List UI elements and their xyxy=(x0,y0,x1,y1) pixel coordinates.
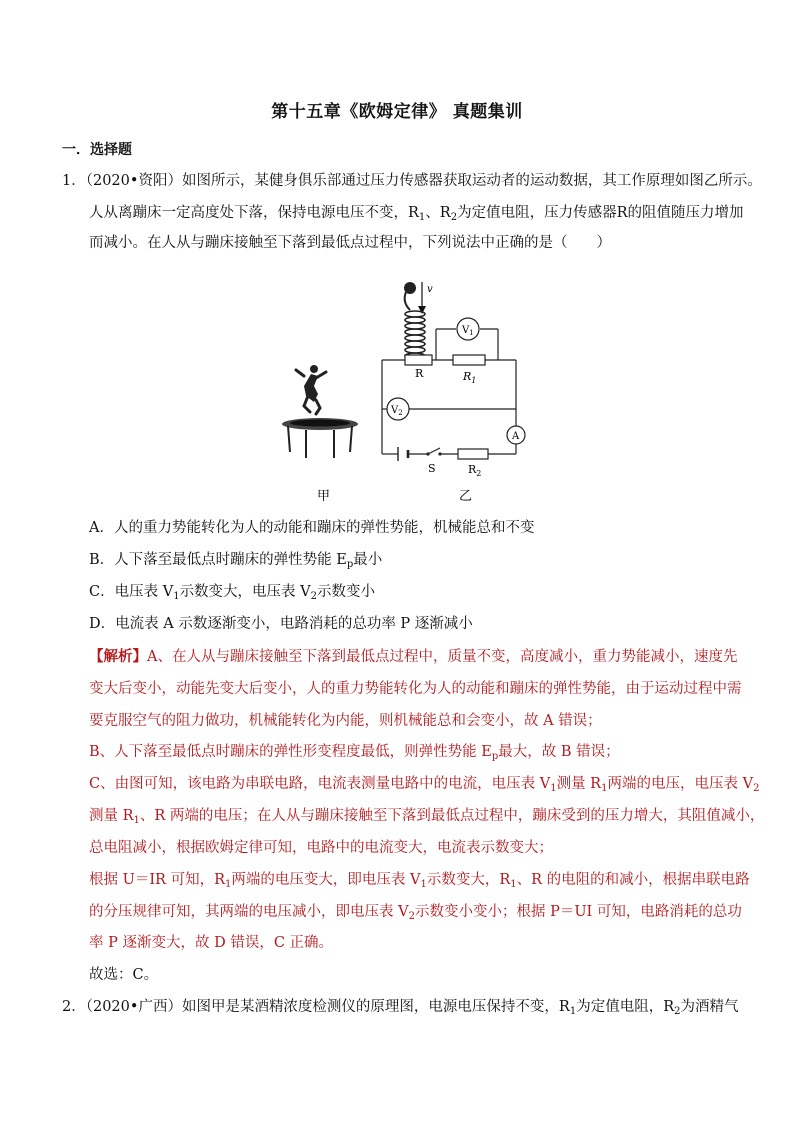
question-1-figure xyxy=(270,272,540,512)
analysis-line-5: C、由图可知，该电路为串联电路，电流表测量电路中的电流，电压表 $V_1$测量 $R_1$两端的电压，电压表 $V_2$ xyxy=(89,776,760,794)
answer-line: 故选：C。 xyxy=(89,967,159,983)
spring-icon xyxy=(405,311,425,359)
voltmeter-v1-label: $V_1$ xyxy=(462,325,474,337)
analysis-line-1: 【解析】A、在人从与蹦床接触至下落到最低点过程中，质量不变，高度减小，重力势能减小，速度先 xyxy=(89,648,738,665)
jumper-icon xyxy=(296,365,326,414)
analysis-line-8: 根据 U＝IR 可知，$R_1$两端的电压变大，即电压表 $V_1$示数变大，$R_1$、R 的电阻的和减小，根据串联电路 xyxy=(89,872,750,890)
resistor-r2-icon xyxy=(458,449,488,459)
option-b: B．人下落至最低点时蹦床的弹性势能 $E_p$最小 xyxy=(89,552,383,570)
analysis-line-7: 总电阻减小，根据欧姆定律可知，电路中的电流变大，电流表示数变大； xyxy=(89,840,553,856)
trampoline-icon xyxy=(282,418,358,458)
option-a: A．人的重力势能转化为人的动能和蹦床的弹性势能，机械能总和不变 xyxy=(89,520,535,536)
question-1-line-1: 1．（2020•资阳）如图所示，某健身俱乐部通过压力传感器获取运动者的运动数据，其工作原理如图乙所示。 xyxy=(62,173,762,189)
page-title: 第十五章《欧姆定律》 真题集训 xyxy=(271,102,523,122)
voltmeter-v2-label: $V_2$ xyxy=(391,405,403,417)
question-number: 1． xyxy=(62,173,86,189)
question-1-line-2: 人从离蹦床一定高度处下落，保持电源电压不变，$R_1$、$R_2$为定值电阻，压力传感器R的阻值随压力增加 xyxy=(89,205,744,223)
resistor-r2-label: $R_2$ xyxy=(468,463,482,478)
section-heading: 一．选择题 xyxy=(62,142,132,158)
question-1-line-3: 而减小。在人从与蹦床接触至下落到最低点过程中，下列说法中正确的是（ ） xyxy=(89,235,611,251)
resistor-r-icon xyxy=(405,355,432,365)
analysis-line-6: 测量 $R_1$、R 两端的电压；在人从与蹦床接触至下落到最低点过程中，蹦床受到的压力增大，其阻值减小， xyxy=(89,808,765,826)
ammeter-label: A xyxy=(512,431,520,442)
resistor-r1-icon xyxy=(453,355,485,365)
resistor-r-label: R xyxy=(415,367,424,380)
figure-label-yi: 乙 xyxy=(459,489,473,504)
question-number: 2． xyxy=(62,999,86,1015)
velocity-label: v xyxy=(427,284,433,295)
analysis-line-4: B、人下落至最低点时蹦床的弹性形变程度最低，则弹性势能 $E_p$最大，故 B 错误； xyxy=(89,744,620,762)
figure-label-jia: 甲 xyxy=(317,489,331,504)
analysis-line-3: 要克服空气的阻力做功，机械能转化为内能，则机械能总和会变小，故 A 错误； xyxy=(89,713,602,729)
analysis-line-10: 率 P 逐渐变大，故 D 错误，C 正确。 xyxy=(89,935,334,951)
analysis-tag: 【解析】 xyxy=(89,648,147,665)
option-d: D．电流表 A 示数逐渐变小，电路消耗的总功率 P 逐渐减小 xyxy=(89,616,473,632)
switch-label: S xyxy=(428,462,436,475)
resistor-r1-label: $R_1$ xyxy=(463,370,477,385)
analysis-line-9: 的分压规律可知，其两端的电压减小，即电压表 $V_2$示数变小变小；根据 P＝UI 可知，电路消耗的总功 xyxy=(89,904,742,922)
option-c: C．电压表 $V_1$示数变大，电压表 $V_2$示数变小 xyxy=(89,584,376,602)
analysis-line-2: 变大后变小，动能先变大后变小，人的重力势能转化为人的动能和蹦床的弹性势能，由于运动过程中需 xyxy=(89,681,742,697)
question-2-line-1: 2．（2020•广西）如图甲是某酒精浓度检测仪的原理图，电源电压保持不变，$R_1$为定值电阻，$R_2$为酒精气 xyxy=(62,999,739,1017)
circuit-diagram xyxy=(270,272,540,512)
